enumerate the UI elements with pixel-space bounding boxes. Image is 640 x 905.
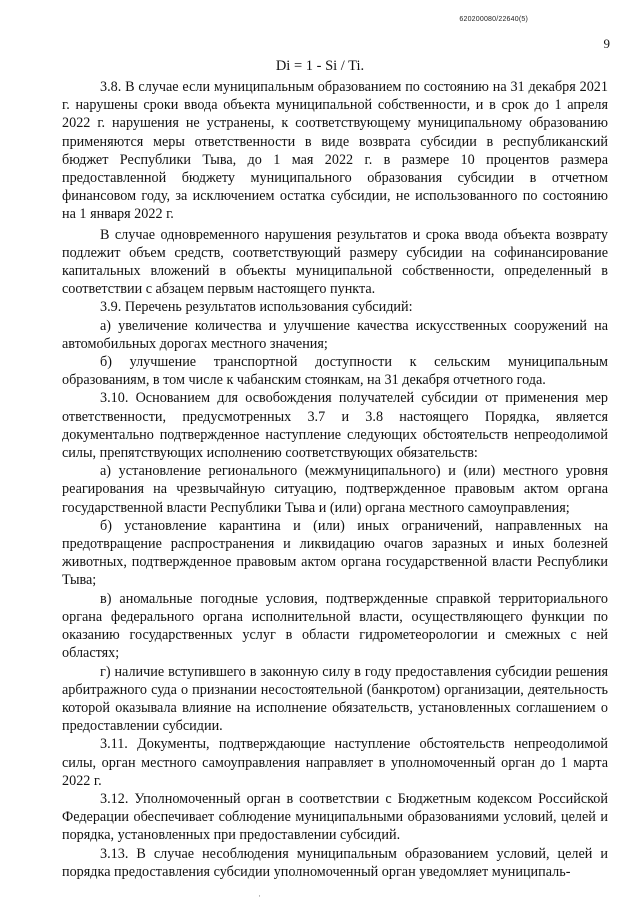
list-item-3-10-g: г) наличие вступившего в законную силу в году предоставления субсидии решения арбитражного суда о признании несостоятельной (банкротом) организации, деятельность которой оказывала влияние на исполнение обязательств, установленных соглашением о предоставлении субсидии. xyxy=(62,663,608,735)
list-item-3-9-a: а) увеличение количества и улучшение качества искусственных сооружений на автомобильных дорогах местного значения; xyxy=(62,317,608,352)
formula-line: Di = 1 - Si / Ti. xyxy=(275,58,365,74)
paragraph-3-13: 3.13. В случае несоблюдения муниципальным образованием условий, целей и порядка предоставления субсидии уполномоченный орган уведомляет муниципаль- xyxy=(62,845,608,880)
scan-mark: · xyxy=(258,891,261,901)
list-item-3-10-a: а) установление регионального (межмуниципального) и (или) местного уровня реагирования на чрезвычайную ситуацию, подтвержденное правовым актом органа государственной власти Республики Тыва и (или) органа местного самоуправления; xyxy=(62,463,608,516)
document-body xyxy=(62,78,608,881)
paragraph-3-9: 3.9. Перечень результатов использования субсидий: xyxy=(100,299,413,316)
paragraph-3-10: 3.10. Основанием для освобождения получателей субсидии от применения мер ответственности, предусмотренных 3.7 и 3.8 настоящего Порядка, является документально подтвержденное наступление следующих обстоятельств непреодолимой силы, препятствующих исполнению соответствующих обязательств: xyxy=(62,390,608,462)
page-number: 9 xyxy=(603,36,610,51)
document-id: 620200080/22640(5) xyxy=(459,16,528,23)
list-item-3-10-b: б) установление карантина и (или) иных ограничений, направленных на предотвращение распространения и ликвидацию очагов заразных и иных болезней животных, подтвержденное правовым актом органа государственной власти Республики Тыва; xyxy=(62,517,608,589)
list-item-3-10-v: в) аномальные погодные условия, подтвержденные справкой территориального органа федерального органа исполнительной власти, осуществляющего функции по оказанию государственных услуг в области гидрометеорологии и смежных с ней областях; xyxy=(62,590,608,662)
list-item-3-9-b: б) улучшение транспортной доступности к сельским муниципальным образованиям, в том числе к чабанским стоянкам, на 31 декабря отчетного года. xyxy=(62,354,608,389)
paragraph-3-12: 3.12. Уполномоченный орган в соответствии с Бюджетным кодексом Российской Федерации обеспечивает соблюдение муниципальными образованиями условий, целей и порядка, установленных при предоставлении субсидий. xyxy=(62,790,608,844)
paragraph-3-11: 3.11. Документы, подтверждающие наступление обстоятельств непреодолимой силы, орган местного самоуправления направляет в уполномоченный орган до 1 марта 2022 г. xyxy=(62,736,608,789)
paragraph-simultaneous-violation: В случае одновременного нарушения результатов и срока ввода объекта возврату подлежит объем средств, соответствующий размеру субсидии на софинансирование капитальных вложений в объекты муниципальной собственности, определенный в соответствии с абзацем первым настоящего пункта. xyxy=(62,226,608,298)
paragraph-3-8: 3.8. В случае если муниципальным образованием по состоянию на 31 декабря 2021 г. нарушены сроки ввода объекта муниципальной собственности, и в срок до 1 апреля 2022 г. нарушения не устранены, к соответствующему муниципальному образованию применяются меры ответственности в виде возврата субсидии в республиканский бюджет Республики Тыва, до 1 мая 2022 г. в размере 10 процентов размера предоставленной бюджету муниципального образования субсидии в отчетном финансовом году, за исключением остатка субсидии, не использованного по состоянию на 1 января 2022 г. xyxy=(62,79,608,223)
